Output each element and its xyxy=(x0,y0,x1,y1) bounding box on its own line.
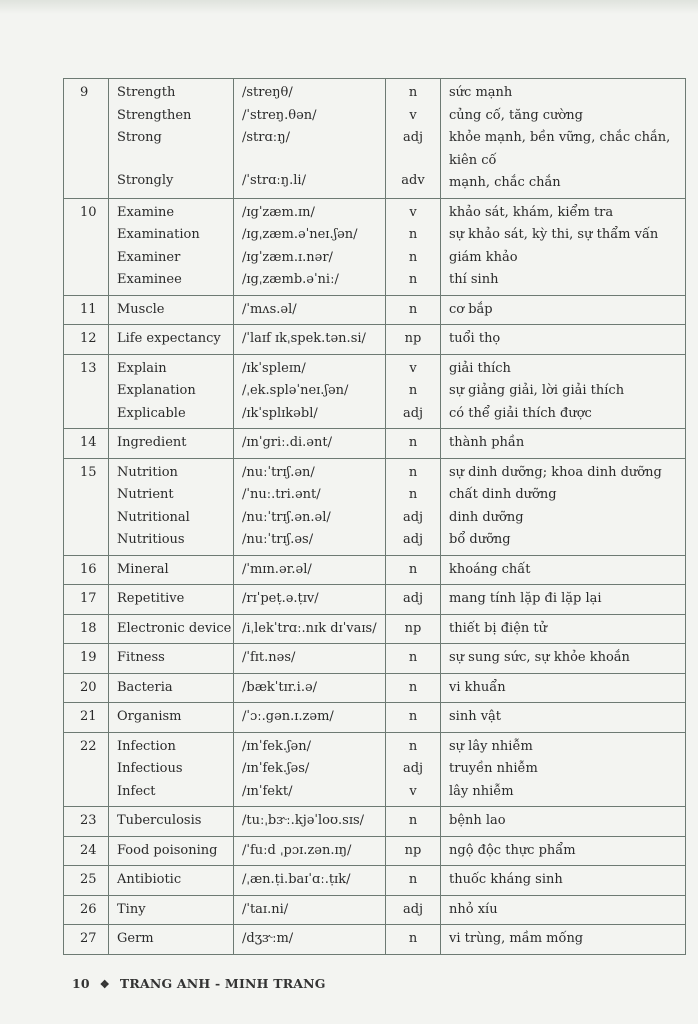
part-of-speech-cell xyxy=(386,807,441,837)
part-of-speech-cell xyxy=(386,198,441,295)
vocab-meaning: chất dinh dưỡng xyxy=(449,487,557,502)
vocab-ipa: /ɪgˌzæmb.əˈniː/ xyxy=(242,272,339,287)
vocab-ipa: /ˈlaɪf ɪkˌspek.tən.si/ xyxy=(242,331,366,346)
vocab-word: Explain xyxy=(117,360,167,376)
meaning-cell xyxy=(441,836,686,866)
vocab-pos: n xyxy=(408,679,418,695)
row-number: 23 xyxy=(80,813,97,828)
vocab-ipa: /bækˈtɪr.i.ə/ xyxy=(242,679,318,695)
vocab-meaning: khoáng chất xyxy=(449,561,531,577)
vocab-ipa: /ˌæn.ṭi.baɪˈɑː.ṭɪk/ xyxy=(242,872,351,887)
vocab-pos: n xyxy=(408,227,418,242)
pronunciation-cell xyxy=(234,458,386,555)
row-number: 20 xyxy=(80,679,97,695)
vocab-pos: np xyxy=(404,620,422,636)
word-cell xyxy=(109,807,234,837)
vocab-meaning: sự sung sức, sự khỏe khoắn xyxy=(449,650,630,665)
vocab-pos: adj xyxy=(402,532,424,547)
row-number: 18 xyxy=(80,620,97,636)
table-row xyxy=(64,673,686,703)
vocab-meaning: bệnh lao xyxy=(449,813,506,828)
row-number: 15 xyxy=(80,464,97,480)
part-of-speech-cell xyxy=(386,555,441,585)
row-number: 13 xyxy=(80,360,97,376)
table-row xyxy=(64,732,686,807)
part-of-speech-cell xyxy=(386,673,441,703)
row-number-cell xyxy=(64,836,109,866)
table-row xyxy=(64,644,686,674)
table-row xyxy=(64,458,686,555)
vocab-pos: v xyxy=(409,107,417,123)
pronunciation-cell xyxy=(234,895,386,925)
row-number: 24 xyxy=(80,842,97,858)
meaning-cell xyxy=(441,79,686,199)
word-cell xyxy=(109,836,234,866)
vocab-ipa: /ɪgˈzæm.ɪ.nər/ xyxy=(242,249,333,265)
vocab-pos: n xyxy=(408,383,418,398)
meaning-cell xyxy=(441,732,686,807)
vocab-meaning: thiết bị điện tử xyxy=(449,620,547,636)
row-number: 25 xyxy=(80,872,97,887)
row-number-cell xyxy=(64,807,109,837)
vocab-meaning: giám khảo xyxy=(449,249,518,265)
vocab-ipa: /nuːˈtrɪʃ.ən.əl/ xyxy=(242,509,331,525)
vocabulary-table xyxy=(63,78,686,955)
pronunciation-cell xyxy=(234,703,386,733)
word-cell xyxy=(109,925,234,955)
meaning-cell xyxy=(441,866,686,896)
vocab-pos: v xyxy=(409,360,417,376)
vocab-pos: adj xyxy=(402,130,424,145)
vocab-ipa: /ˈstreŋ.θən/ xyxy=(242,107,317,123)
meaning-cell xyxy=(441,614,686,644)
meaning-cell xyxy=(441,895,686,925)
row-number-cell xyxy=(64,198,109,295)
vocab-word: Tiny xyxy=(117,901,146,917)
part-of-speech-cell xyxy=(386,732,441,807)
vocab-ipa: /ˈmɪn.ər.əl/ xyxy=(242,561,312,577)
meaning-cell xyxy=(441,585,686,615)
book-authors: TRANG ANH - MINH TRANG xyxy=(119,976,326,991)
vocab-ipa: /ˈɔː.gən.ɪ.zəm/ xyxy=(242,709,334,724)
vocab-ipa: /ˈfɪt.nəs/ xyxy=(242,650,296,665)
row-number-cell xyxy=(64,295,109,325)
part-of-speech-cell xyxy=(386,354,441,429)
part-of-speech-cell xyxy=(386,644,441,674)
vocab-meaning: nhỏ xíu xyxy=(449,901,498,917)
word-cell xyxy=(109,198,234,295)
vocab-meaning: lây nhiễm xyxy=(449,783,514,799)
part-of-speech-cell xyxy=(386,585,441,615)
vocab-meaning: dinh dưỡng xyxy=(449,509,524,525)
row-number-cell xyxy=(64,79,109,199)
vocab-pos: np xyxy=(404,331,422,346)
meaning-cell xyxy=(441,807,686,837)
vocab-ipa: /ɪkˈsplɪkəbl/ xyxy=(242,405,318,421)
part-of-speech-cell xyxy=(386,925,441,955)
vocab-meaning: thuốc kháng sinh xyxy=(449,872,563,887)
vocab-meaning: sự lây nhiễm xyxy=(449,738,533,754)
vocab-pos: adv xyxy=(401,172,425,188)
table-row xyxy=(64,79,686,199)
row-number-cell xyxy=(64,585,109,615)
vocab-word: Tuberculosis xyxy=(117,813,202,828)
word-cell xyxy=(109,673,234,703)
vocab-word: Ingredient xyxy=(117,435,187,450)
row-number-cell xyxy=(64,703,109,733)
meaning-cell xyxy=(441,673,686,703)
vocab-word: Infect xyxy=(117,783,156,799)
vocab-pos: adj xyxy=(402,901,424,917)
word-cell xyxy=(109,614,234,644)
vocab-pos: n xyxy=(408,272,418,287)
word-cell xyxy=(109,458,234,555)
table-row xyxy=(64,325,686,355)
part-of-speech-cell xyxy=(386,458,441,555)
meaning-cell xyxy=(441,295,686,325)
vocab-word: Strength xyxy=(117,85,176,100)
meaning-cell xyxy=(441,925,686,955)
vocab-meaning: sinh vật xyxy=(449,709,502,724)
vocab-word: Examine xyxy=(117,204,175,220)
vocab-pos: n xyxy=(408,738,418,754)
row-number: 19 xyxy=(80,650,97,665)
vocab-word: Nutrition xyxy=(117,464,178,480)
pronunciation-cell xyxy=(234,429,386,459)
vocab-meaning: sự khảo sát, kỳ thi, sự thẩm vấn xyxy=(449,227,659,242)
vocab-pos: n xyxy=(408,650,418,665)
vocab-word: Nutrient xyxy=(117,487,174,502)
row-number: 26 xyxy=(80,901,97,917)
vocab-meaning: mang tính lặp đi lặp lại xyxy=(449,591,602,606)
table-row xyxy=(64,836,686,866)
meaning-cell xyxy=(441,458,686,555)
vocab-pos: adj xyxy=(402,509,424,525)
vocab-word: Antibiotic xyxy=(117,872,182,887)
table-row xyxy=(64,555,686,585)
vocab-word: Examiner xyxy=(117,249,181,265)
pronunciation-cell xyxy=(234,555,386,585)
row-number-cell xyxy=(64,644,109,674)
vocab-ipa: /ɪgˌzæm.əˈneɪ.ʃən/ xyxy=(242,227,358,242)
vocab-ipa: /rɪˈpeṭ.ə.ṭɪv/ xyxy=(242,591,319,606)
vocab-meaning: mạnh, chắc chắn xyxy=(449,175,561,190)
row-number-cell xyxy=(64,555,109,585)
pronunciation-cell xyxy=(234,585,386,615)
vocab-meaning: sức mạnh xyxy=(449,85,513,100)
vocab-pos: n xyxy=(408,813,418,828)
vocab-word: Strengthen xyxy=(117,107,192,123)
vocab-pos: adj xyxy=(402,761,424,776)
row-number: 16 xyxy=(80,561,97,577)
vocab-pos: adj xyxy=(402,591,424,606)
table-row xyxy=(64,198,686,295)
vocab-ipa: /streŋθ/ xyxy=(242,85,293,100)
vocab-word: Examination xyxy=(117,227,200,242)
meaning-cell xyxy=(441,325,686,355)
vocab-word: Muscle xyxy=(117,301,165,317)
part-of-speech-cell xyxy=(386,295,441,325)
row-number-cell xyxy=(64,325,109,355)
row-number: 11 xyxy=(80,301,97,317)
vocab-pos: n xyxy=(408,85,418,100)
vocab-word: Explanation xyxy=(117,383,196,398)
word-cell xyxy=(109,325,234,355)
vocab-ipa: /iˌlekˈtrɑː.nɪk dɪˈvaɪs/ xyxy=(242,620,377,636)
vocab-ipa: /ɪkˈspleɪn/ xyxy=(242,360,306,376)
vocab-ipa: /ˈtaɪ.ni/ xyxy=(242,901,289,917)
page-top-edge xyxy=(0,0,698,14)
vocab-word: Life expectancy xyxy=(117,331,221,346)
vocab-pos: v xyxy=(409,204,417,220)
part-of-speech-cell xyxy=(386,895,441,925)
vocab-meaning: sự dinh dưỡng; khoa dinh dưỡng xyxy=(449,464,662,480)
vocab-meaning: vi khuẩn xyxy=(449,679,506,695)
pronunciation-cell xyxy=(234,198,386,295)
row-number: 17 xyxy=(80,591,97,606)
vocab-word: Mineral xyxy=(117,561,169,577)
vocab-meaning: khảo sát, khám, kiểm tra xyxy=(449,204,614,220)
vocab-pos: n xyxy=(408,301,418,317)
vocab-word: Organism xyxy=(117,709,182,724)
part-of-speech-cell xyxy=(386,614,441,644)
vocab-word: Examinee xyxy=(117,272,182,287)
row-number-cell xyxy=(64,614,109,644)
pronunciation-cell xyxy=(234,732,386,807)
vocab-pos: n xyxy=(408,464,418,480)
pronunciation-cell xyxy=(234,673,386,703)
diamond-separator-icon: ❖ xyxy=(99,978,110,991)
vocab-meaning: củng cố, tăng cường xyxy=(449,107,583,123)
part-of-speech-cell xyxy=(386,836,441,866)
row-number: 27 xyxy=(80,931,97,946)
vocab-pos: n xyxy=(408,249,418,265)
vocab-meaning: sự giảng giải, lời giải thích xyxy=(449,383,625,398)
vocab-word: Bacteria xyxy=(117,679,173,695)
vocab-word: Electronic device xyxy=(117,620,232,636)
row-number: 9 xyxy=(80,85,89,100)
row-number-cell xyxy=(64,673,109,703)
table-row xyxy=(64,895,686,925)
vocab-meaning: bổ dưỡng xyxy=(449,532,511,547)
meaning-cell xyxy=(441,555,686,585)
vocab-ipa: /ɪnˈfek.ʃəs/ xyxy=(242,761,310,776)
word-cell xyxy=(109,429,234,459)
word-cell xyxy=(109,895,234,925)
table-row xyxy=(64,703,686,733)
page-footer xyxy=(72,976,326,991)
pronunciation-cell xyxy=(234,644,386,674)
row-number-cell xyxy=(64,458,109,555)
vocab-word: Strong xyxy=(117,130,162,145)
vocab-ipa: /strɑːŋ/ xyxy=(242,130,290,145)
row-number: 10 xyxy=(80,204,97,220)
row-number: 21 xyxy=(80,709,97,724)
vocab-meaning: ngộ độc thực phẩm xyxy=(449,842,576,858)
vocab-ipa: /ˈmʌs.əl/ xyxy=(242,301,297,317)
word-cell xyxy=(109,732,234,807)
vocab-ipa: /ɪnˈfekt/ xyxy=(242,783,293,799)
vocab-ipa: /ɪnˈfek.ʃən/ xyxy=(242,738,311,754)
vocab-pos: n xyxy=(408,487,418,502)
row-number-cell xyxy=(64,895,109,925)
vocab-ipa: /ɪgˈzæm.ɪn/ xyxy=(242,204,315,220)
row-number: 14 xyxy=(80,435,97,450)
vocab-word: Nutritional xyxy=(117,509,190,525)
table-row xyxy=(64,585,686,615)
vocab-pos: n xyxy=(408,931,418,946)
vocab-meaning: cơ bắp xyxy=(449,301,493,317)
part-of-speech-cell xyxy=(386,429,441,459)
vocab-pos: np xyxy=(404,842,422,858)
vocab-pos: n xyxy=(408,561,418,577)
pronunciation-cell xyxy=(234,866,386,896)
vocab-meaning: thành phần xyxy=(449,435,525,450)
pronunciation-cell xyxy=(234,925,386,955)
pronunciation-cell xyxy=(234,325,386,355)
meaning-cell xyxy=(441,198,686,295)
word-cell xyxy=(109,703,234,733)
vocab-ipa: /ɪnˈgriː.di.ənt/ xyxy=(242,435,332,450)
pronunciation-cell xyxy=(234,79,386,199)
row-number-cell xyxy=(64,354,109,429)
word-cell xyxy=(109,585,234,615)
row-number-cell xyxy=(64,732,109,807)
table-row xyxy=(64,925,686,955)
pronunciation-cell xyxy=(234,807,386,837)
table-row xyxy=(64,807,686,837)
vocab-ipa: /nuːˈtrɪʃ.əs/ xyxy=(242,532,314,547)
pronunciation-cell xyxy=(234,836,386,866)
vocab-pos: n xyxy=(408,872,418,887)
row-number-cell xyxy=(64,429,109,459)
vocab-meaning: khỏe mạnh, bền vững, chắc chắn, kiên cố xyxy=(449,130,671,168)
table-row xyxy=(64,866,686,896)
vocab-word: Explicable xyxy=(117,405,186,421)
vocab-meaning: truyền nhiễm xyxy=(449,761,538,776)
vocabulary-table-body xyxy=(64,79,686,955)
meaning-cell xyxy=(441,354,686,429)
part-of-speech-cell xyxy=(386,79,441,199)
pronunciation-cell xyxy=(234,295,386,325)
table-row xyxy=(64,295,686,325)
row-number: 22 xyxy=(80,738,97,754)
vocab-ipa: /ˈstrɑːŋ.li/ xyxy=(242,172,306,188)
vocab-word: Food poisoning xyxy=(117,842,218,858)
row-number: 12 xyxy=(80,331,97,346)
meaning-cell xyxy=(441,703,686,733)
vocab-word: Nutritious xyxy=(117,532,185,547)
vocab-meaning: vi trùng, mầm mống xyxy=(449,931,584,946)
vocab-ipa: /ˌek.spləˈneɪ.ʃən/ xyxy=(242,383,349,398)
vocab-meaning: giải thích xyxy=(449,360,511,376)
vocab-word: Infection xyxy=(117,738,176,754)
meaning-cell xyxy=(441,644,686,674)
vocab-meaning: tuổi thọ xyxy=(449,331,501,346)
row-number-cell xyxy=(64,866,109,896)
meaning-cell xyxy=(441,429,686,459)
row-number-cell xyxy=(64,925,109,955)
vocab-word: Germ xyxy=(117,931,154,946)
pronunciation-cell xyxy=(234,354,386,429)
word-cell xyxy=(109,354,234,429)
vocab-ipa: /ˈnuː.tri.ənt/ xyxy=(242,487,321,502)
word-cell xyxy=(109,295,234,325)
vocab-ipa: /tuːˌbɝː.kjəˈloʊ.sɪs/ xyxy=(242,813,365,828)
part-of-speech-cell xyxy=(386,703,441,733)
word-cell xyxy=(109,866,234,896)
vocab-meaning: có thể giải thích được xyxy=(449,405,592,421)
word-cell xyxy=(109,79,234,199)
table-row xyxy=(64,429,686,459)
vocab-word: Repetitive xyxy=(117,591,185,606)
vocab-pos: v xyxy=(409,783,417,799)
pronunciation-cell xyxy=(234,614,386,644)
vocab-meaning: thí sinh xyxy=(449,272,499,287)
vocab-word: Fitness xyxy=(117,650,165,665)
vocab-ipa: /dʒɝːm/ xyxy=(242,931,294,946)
vocab-word: Strongly xyxy=(117,172,174,188)
vocab-pos: adj xyxy=(402,405,424,421)
page-number: 10 xyxy=(72,976,90,991)
table-row xyxy=(64,614,686,644)
part-of-speech-cell xyxy=(386,866,441,896)
word-cell xyxy=(109,555,234,585)
part-of-speech-cell xyxy=(386,325,441,355)
vocab-ipa: /ˈfuːd ˌpɔɪ.zən.ɪŋ/ xyxy=(242,842,352,858)
table-row xyxy=(64,354,686,429)
vocab-ipa: /nuːˈtrɪʃ.ən/ xyxy=(242,464,315,480)
vocab-word: Infectious xyxy=(117,761,183,776)
vocab-pos: n xyxy=(408,435,418,450)
word-cell xyxy=(109,644,234,674)
vocab-pos: n xyxy=(408,709,418,724)
